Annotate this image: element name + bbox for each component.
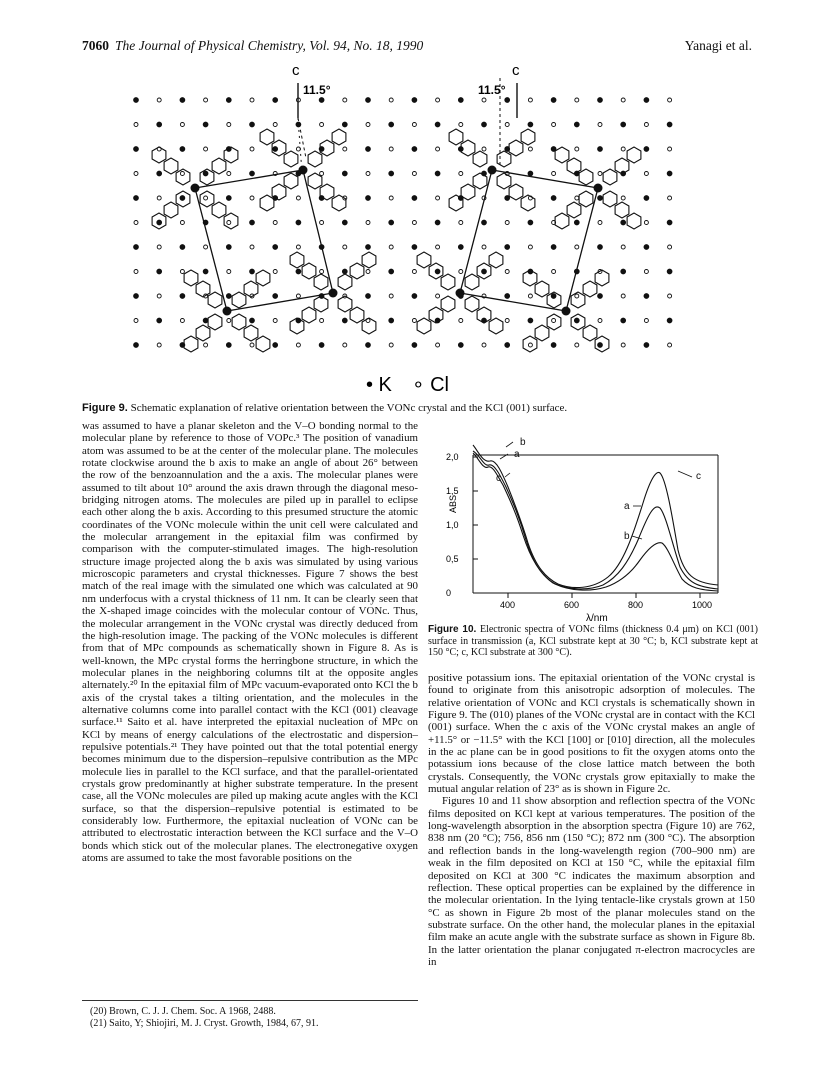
journal-title: The Journal of Physical Chemistry, Vol. 94, No. 18, 1990 <box>115 38 424 53</box>
chlorine-atom <box>482 343 486 347</box>
potassium-atom <box>342 220 347 225</box>
arrow-b-top <box>506 442 513 447</box>
references <box>82 1000 418 1029</box>
chlorine-atom <box>412 172 416 176</box>
chlorine-atom <box>644 221 648 225</box>
potassium-atom <box>644 196 649 201</box>
unit-cell-right <box>460 170 598 311</box>
x-tick-label: 600 <box>564 600 580 610</box>
potassium-atom <box>551 196 556 201</box>
potassium-atom <box>621 318 626 323</box>
figure-9-caption <box>82 402 762 414</box>
angle-label-right: 11.5° <box>478 83 506 97</box>
potassium-atom <box>667 220 672 225</box>
potassium-atom <box>574 122 579 127</box>
chlorine-atom <box>668 196 672 200</box>
chlorine-atom <box>320 270 324 274</box>
unit-cells <box>195 170 598 311</box>
chlorine-atom <box>598 172 602 176</box>
potassium-atom <box>574 318 579 323</box>
potassium-atom <box>551 294 556 299</box>
chlorine-atom <box>412 221 416 225</box>
potassium-atom <box>157 171 162 176</box>
potassium-atom <box>505 294 510 299</box>
chlorine-atom <box>343 245 347 249</box>
chlorine-atom <box>598 221 602 225</box>
chlorine-atom <box>621 98 625 102</box>
figure-9-caption-text: Schematic explanation of relative orientation between the VONc crystal and the KCl (001) surface. <box>130 402 568 414</box>
y-axis-label: ABS <box>448 494 458 513</box>
chlorine-atom <box>552 123 556 127</box>
potassium-atom <box>226 98 231 103</box>
chlorine-atom <box>668 245 672 249</box>
chlorine-atom <box>575 343 579 347</box>
potassium-atom <box>250 269 255 274</box>
chlorine-atom <box>528 245 532 249</box>
chlorine-atom <box>320 172 324 176</box>
potassium-atom <box>319 343 324 348</box>
potassium-atom <box>134 343 139 348</box>
potassium-atom <box>389 318 394 323</box>
potassium-atom <box>667 318 672 323</box>
chlorine-atom <box>621 245 625 249</box>
potassium-atom <box>157 122 162 127</box>
curve-label-a-right: a <box>624 501 630 512</box>
potassium-atom <box>482 220 487 225</box>
potassium-atom <box>435 220 440 225</box>
y-tick-label: 2,0 <box>446 452 459 462</box>
chlorine-atom <box>505 221 509 225</box>
chlorine-atom <box>320 319 324 323</box>
chlorine-atom <box>227 319 231 323</box>
chlorine-atom <box>505 319 509 323</box>
right-text-column <box>428 672 755 968</box>
potassium-atom <box>505 98 510 103</box>
chlorine-atom <box>180 172 184 176</box>
potassium-atom <box>412 294 417 299</box>
curve-label-a-top: a <box>514 449 520 460</box>
chlorine-atom <box>227 221 231 225</box>
chlorine-atom <box>134 123 138 127</box>
chlorine-atom <box>273 123 277 127</box>
vonc-molecules <box>152 129 641 352</box>
chlorine-atom <box>389 98 393 102</box>
chlorine-atom <box>668 98 672 102</box>
chlorine-atom <box>157 98 161 102</box>
potassium-atom <box>505 245 510 250</box>
body-paragraph: was assumed to have a planar skeleton and the V–O bonding normal to the molecular plane by reference to those of VOPc.³ The position of vanadium atom was assumed to be at the center of the molecular plane. The molecules rotate clockwise around the b axis to make an angle of about 26° between the row of the benzoannulation and the a axis. The molecular planes were assumed to tilt about 10° around the axis drawn through the diagonal meso-bridging nitrogen atoms. The molecules are piled up in parallel to eclipse each other along the b axis. According to this presumed structure the atomic coordinates of the VONc molecule within the unit cell were calculated and the molecular arrangement in the epitaxial film was confirmed by comparison with the computer-stimulated images. The high-resolution structure image projected along the b axis was simulated by using various microscopic parameters and crystal thicknesses. Figure 7 shows the best match of the real image with the simulated one which was calculated at 90 nm underfocus with a crystal thickness of 11 nm. It can be clearly seen that the X-shaped image coincides with the molecular contour of VONc. Thus, the molecular arrangement in the VONc crystal was directly deduced from the high-resolution image. The packing of the VONc molecules is different from that of MPc compounds as schematically shown in Figure 8. As is well-known, the MPc crystal forms the herringbone structure, in which the molecular planes in the neighboring columns tilt at the opposite angles alternately.²⁰ In the epitaxial film of MPc vacuum-evaporated onto KCl the b axis of the crystal takes a tilting orientation, and the molecules in the alternative columns come into parallel contact with the KCl (001) cleavage surface.¹¹ Saito et al. have interpreted the epitaxial nucleation of MPc on KCl by means of energy calculations of the electrostatic and dispersion–repulsive potentials.²¹ They have pointed out that the total potential energy becomes minimum due to the dispersion–repulsive contribution as the MPc molecule lies in parallel to the KCl surface, and that the parallel-orientated crystals grow predominantly at higher substrate temperature. In the present case, all the VONc molecules are piled up making acute angles with the KCl surface, so that the dispersion–repulsive potential is estimated to be considerably low. Furthermore, the epitaxial nucleation of VONc can be attributed to electrostatic interaction between the KCl surface and the V–O bonds which stick out of the molecular planes. The electronegative oxygen atoms are assumed to take the most favorable positions on the <box>82 420 418 865</box>
reference-20: (20) Brown, C. J. J. Chem. Soc. A 1968, 2488. <box>90 1006 276 1017</box>
chlorine-atom <box>459 123 463 127</box>
potassium-atom <box>574 220 579 225</box>
potassium-atom <box>296 269 301 274</box>
chlorine-atom <box>575 147 579 151</box>
chlorine-atom <box>459 270 463 274</box>
body-paragraph-2: Figures 10 and 11 show absorption and reflection spectra of the VONc films deposited on KCl kept at various temperatures. The position of the long-wavelength absorption in the absorption spectra (Figure 10) are 762, 838 nm (20 °C); 756, 856 nm (150 °C); 872 nm (300 °C). The absorption and reflection bands in the long-wavelength region (700–900 nm) are weak in the film deposited on KCl at 150 °C, while the epitaxial film deposited on KCl at 300 °C indicates the maximum absorption and reflection. These optical properties can be explained by the difference in the molecular orientation. In the lying tentacle-like crystals grown at 150 °C as shown in Figure 2b most of the planar molecules stand on the substrate surface. On the other hand, the molecular planes in the epitaxial film make an acute angle with the substrate surface as shown in Figure 8b. In the latter orientation the planar conjugated π-electron macrocycles are in <box>428 795 755 968</box>
potassium-atom <box>203 122 208 127</box>
chlorine-atom <box>459 172 463 176</box>
chlorine-atom <box>366 123 370 127</box>
potassium-atom <box>551 343 556 348</box>
figure-9-caption-label: Figure 9. <box>82 402 128 414</box>
chlorine-atom <box>459 319 463 323</box>
potassium-atom <box>412 245 417 250</box>
x-axis-label: λ/nm <box>586 613 608 624</box>
potassium-atom <box>366 294 371 299</box>
arrow-b-right <box>632 536 642 539</box>
chlorine-atom <box>668 147 672 151</box>
chlorine-atom <box>621 343 625 347</box>
potassium-atom <box>435 269 440 274</box>
chlorine-atom <box>389 147 393 151</box>
chlorine-atom <box>436 196 440 200</box>
potassium-atom <box>203 171 208 176</box>
potassium-atom <box>598 98 603 103</box>
chlorine-atom <box>644 319 648 323</box>
left-text-column <box>82 420 418 864</box>
chlorine-atom <box>552 172 556 176</box>
chlorine-atom <box>621 294 625 298</box>
y-tick-label: 1,5 <box>446 486 459 496</box>
potassium-atom <box>528 318 533 323</box>
potassium-atom <box>180 196 185 201</box>
chlorine-atom <box>436 294 440 298</box>
potassium-atom <box>644 147 649 152</box>
potassium-atom <box>157 220 162 225</box>
kcl-lattice <box>134 98 672 348</box>
potassium-atom <box>134 196 139 201</box>
potassium-atom <box>157 269 162 274</box>
chlorine-atom <box>250 147 254 151</box>
potassium-atom <box>667 269 672 274</box>
potassium-atom <box>598 245 603 250</box>
chlorine-atom <box>180 270 184 274</box>
chlorine-atom <box>436 343 440 347</box>
potassium-atom <box>412 196 417 201</box>
chlorine-atom <box>366 270 370 274</box>
chlorine-atom <box>621 147 625 151</box>
unit-cell-left <box>195 170 333 311</box>
chlorine-atom <box>436 245 440 249</box>
chlorine-atom <box>273 270 277 274</box>
header-left <box>82 38 423 54</box>
potassium-atom <box>621 269 626 274</box>
potassium-atom <box>366 245 371 250</box>
potassium-atom <box>458 98 463 103</box>
chlorine-atom <box>436 98 440 102</box>
legend-potassium: • K <box>366 374 392 396</box>
potassium-atom <box>644 245 649 250</box>
potassium-atom <box>435 122 440 127</box>
chlorine-atom <box>528 343 532 347</box>
chlorine-atom <box>134 319 138 323</box>
y-tick-label: 1,0 <box>446 520 459 530</box>
chlorine-atom <box>134 221 138 225</box>
chlorine-atom <box>575 98 579 102</box>
chlorine-atom <box>412 270 416 274</box>
potassium-atom <box>203 318 208 323</box>
x-tick-label: 800 <box>628 600 644 610</box>
potassium-atom <box>203 269 208 274</box>
chlorine-atom <box>180 319 184 323</box>
chlorine-atom <box>598 319 602 323</box>
chlorine-atom <box>227 172 231 176</box>
potassium-atom <box>273 294 278 299</box>
figure-10-spectra-chart <box>428 415 758 625</box>
chlorine-atom <box>412 123 416 127</box>
chlorine-atom <box>204 98 208 102</box>
potassium-atom <box>180 294 185 299</box>
potassium-atom <box>528 122 533 127</box>
chlorine-atom <box>320 221 324 225</box>
curve-label-c-right: c <box>696 471 701 482</box>
potassium-atom <box>226 343 231 348</box>
reference-21: (21) Saito, Y; Shiojiri, M. J. Cryst. Growth, 1984, 67, 91. <box>90 1017 319 1029</box>
potassium-atom <box>366 343 371 348</box>
potassium-atom <box>412 98 417 103</box>
c-axis-label-left: c <box>292 62 300 79</box>
arrow-c-left <box>505 473 510 477</box>
chlorine-atom <box>157 343 161 347</box>
potassium-atom <box>667 171 672 176</box>
page-number: 7060 <box>82 38 109 53</box>
chlorine-atom <box>180 221 184 225</box>
chlorine-atom <box>343 98 347 102</box>
chlorine-atom <box>528 294 532 298</box>
potassium-atom <box>528 171 533 176</box>
chlorine-atom <box>366 221 370 225</box>
potassium-atom <box>551 245 556 250</box>
potassium-atom <box>458 343 463 348</box>
potassium-atom <box>667 122 672 127</box>
header-authors: Yanagi et al. <box>684 38 752 53</box>
chlorine-atom <box>459 221 463 225</box>
chlorine-atom <box>505 123 509 127</box>
chlorine-atom <box>552 270 556 274</box>
spectrum-curve-c <box>473 445 718 588</box>
potassium-atom <box>180 147 185 152</box>
chlorine-atom <box>644 123 648 127</box>
potassium-atom <box>180 245 185 250</box>
potassium-atom <box>134 245 139 250</box>
chlorine-atom <box>598 123 602 127</box>
chlorine-atom <box>389 196 393 200</box>
chlorine-atom <box>273 319 277 323</box>
potassium-atom <box>412 147 417 152</box>
chlorine-atom <box>412 319 416 323</box>
chlorine-atom <box>227 270 231 274</box>
chlorine-atom <box>389 343 393 347</box>
potassium-atom <box>598 343 603 348</box>
potassium-atom <box>273 98 278 103</box>
chlorine-atom <box>320 123 324 127</box>
chlorine-atom <box>528 98 532 102</box>
chlorine-atom <box>575 245 579 249</box>
potassium-atom <box>366 147 371 152</box>
potassium-atom <box>134 98 139 103</box>
potassium-atom <box>134 147 139 152</box>
chlorine-atom <box>296 196 300 200</box>
potassium-atom <box>273 147 278 152</box>
chlorine-atom <box>157 294 161 298</box>
chlorine-atom <box>668 343 672 347</box>
chlorine-atom <box>204 343 208 347</box>
figure-10-caption-text: Electronic spectra of VONc films (thickness 0.4 μm) on KCl (001) surface in transmission (a, KCl substrate kept at 30 °C; b, KCl substrate kept at 150 °C; c, KCl substrate at 300 °C). <box>428 624 759 658</box>
chlorine-atom <box>250 343 254 347</box>
chlorine-atom <box>644 270 648 274</box>
potassium-atom <box>157 318 162 323</box>
chlorine-atom <box>436 147 440 151</box>
chlorine-atom <box>552 319 556 323</box>
potassium-atom <box>621 122 626 127</box>
chlorine-atom <box>621 196 625 200</box>
curve-label-b-top: b <box>520 437 526 448</box>
chlorine-atom <box>644 172 648 176</box>
potassium-atom <box>134 294 139 299</box>
potassium-atom <box>482 269 487 274</box>
potassium-atom <box>621 220 626 225</box>
potassium-atom <box>435 171 440 176</box>
c-axis-label-right: c <box>512 62 520 79</box>
chlorine-atom <box>389 294 393 298</box>
arrow-c-right <box>678 471 692 477</box>
potassium-atom <box>482 122 487 127</box>
chlorine-atom <box>204 147 208 151</box>
curve-label-c-left: c <box>496 473 501 484</box>
chlorine-atom <box>204 196 208 200</box>
potassium-atom <box>250 318 255 323</box>
potassium-atom <box>528 220 533 225</box>
potassium-atom <box>342 269 347 274</box>
chlorine-atom <box>134 270 138 274</box>
potassium-atom <box>226 196 231 201</box>
chlorine-atom <box>227 123 231 127</box>
potassium-atom <box>598 294 603 299</box>
potassium-atom <box>342 318 347 323</box>
potassium-atom <box>598 196 603 201</box>
potassium-atom <box>366 98 371 103</box>
chlorine-atom <box>296 294 300 298</box>
chlorine-atom <box>296 343 300 347</box>
chlorine-atom <box>343 147 347 151</box>
potassium-atom <box>389 122 394 127</box>
chlorine-atom <box>134 172 138 176</box>
chlorine-atom <box>204 245 208 249</box>
chlorine-atom <box>575 196 579 200</box>
chlorine-atom <box>482 98 486 102</box>
figure-9-lattice-diagram <box>120 58 700 398</box>
angle-label-left: 11.5° <box>303 83 331 97</box>
potassium-atom <box>458 245 463 250</box>
chlorine-atom <box>482 147 486 151</box>
running-header <box>82 38 752 54</box>
potassium-atom <box>250 171 255 176</box>
y-tick-label: 0,5 <box>446 554 459 564</box>
potassium-atom <box>551 98 556 103</box>
chlorine-atom <box>157 245 161 249</box>
potassium-atom <box>273 343 278 348</box>
potassium-atom <box>644 98 649 103</box>
chlorine-atom <box>389 245 393 249</box>
chlorine-atom <box>366 172 370 176</box>
x-ticks <box>500 593 712 610</box>
y-tick-label: 0 <box>446 588 452 598</box>
potassium-atom <box>180 98 185 103</box>
potassium-atom <box>250 220 255 225</box>
chlorine-atom <box>296 245 300 249</box>
chlorine-atom <box>343 343 347 347</box>
chlorine-atom <box>575 294 579 298</box>
potassium-atom <box>598 147 603 152</box>
potassium-atom <box>273 245 278 250</box>
potassium-atom <box>505 343 510 348</box>
x-tick-label: 1000 <box>692 600 713 610</box>
chlorine-atom <box>528 147 532 151</box>
chlorine-atom <box>250 245 254 249</box>
potassium-atom <box>342 122 347 127</box>
potassium-atom <box>226 294 231 299</box>
potassium-atom <box>342 171 347 176</box>
potassium-atom <box>319 98 324 103</box>
legend-chlorine: ∘ Cl <box>412 374 449 396</box>
potassium-atom <box>644 294 649 299</box>
potassium-atom <box>296 220 301 225</box>
potassium-atom <box>366 196 371 201</box>
chlorine-atom <box>180 123 184 127</box>
potassium-atom <box>250 122 255 127</box>
chlorine-atom <box>668 294 672 298</box>
figure-10-caption-label: Figure 10. <box>428 624 477 635</box>
figure-10-caption <box>428 624 758 659</box>
x-tick-label: 400 <box>500 600 516 610</box>
potassium-atom <box>412 343 417 348</box>
curve-label-b-right: b <box>624 531 630 542</box>
potassium-atom <box>644 343 649 348</box>
chlorine-atom <box>273 221 277 225</box>
chlorine-atom <box>250 98 254 102</box>
body-paragraph-1: positive potassium ions. The epitaxial orientation of the VONc crystal is found to originate from this anisotropic adsorption of molecules. The relative orientation of VONc and KCl crystals is schematically shown in Figure 9. The (010) planes of the VONc crystal are in contact with the KCl (001) surface. When the c axis of the VONc crystal makes an angle of +11.5° or −11.5° with the KCl [100] or [010] direction, all the molecules in the ac plane can be in good positions to fit the oxygen atoms onto the potassium ions because of the close lattice match between the both crystals. Consequently, the VONc crystals grow epitaxially to make the mutual angular relation of 23° as is shown in Figure 2c. <box>428 672 755 796</box>
potassium-atom <box>389 269 394 274</box>
potassium-atom <box>389 220 394 225</box>
chlorine-atom <box>157 196 161 200</box>
chlorine-atom <box>505 270 509 274</box>
chlorine-atom <box>482 245 486 249</box>
potassium-atom <box>389 171 394 176</box>
chlorine-atom <box>250 196 254 200</box>
potassium-atom <box>226 245 231 250</box>
